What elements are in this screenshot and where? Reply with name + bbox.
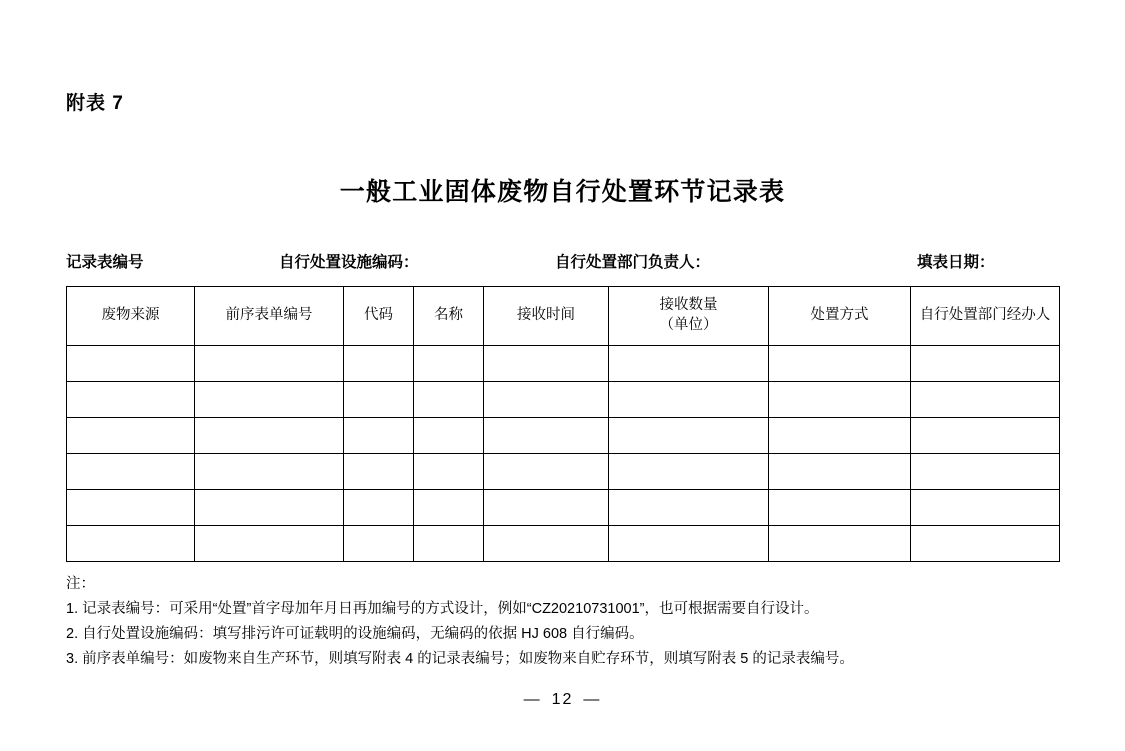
cell-disposal-method[interactable]: [769, 526, 911, 562]
cell-name[interactable]: [414, 526, 484, 562]
attachment-label: 附表 7: [66, 93, 124, 114]
note-item-2: 2. 自行处置设施编码：填写排污许可证载明的设施编码，无编码的依据 HJ 608 自行编码。: [66, 625, 644, 642]
cell-name[interactable]: [414, 454, 484, 490]
table-row[interactable]: [67, 382, 1060, 418]
cell-receive-quantity[interactable]: [609, 526, 769, 562]
meta-record-no: 记录表编号: [66, 254, 144, 271]
col-receive-quantity: [609, 287, 769, 346]
meta-facility-code: 自行处置设施编码：: [279, 254, 419, 271]
records-table: [66, 286, 1060, 562]
notes-heading: 注：: [66, 576, 95, 592]
cell-receive-time[interactable]: [484, 382, 609, 418]
cell-receive-quantity[interactable]: [609, 418, 769, 454]
meta-department-head: 自行处置部门负责人：: [555, 254, 711, 271]
cell-waste-source[interactable]: [67, 418, 195, 454]
cell-previous-form-no[interactable]: [195, 418, 344, 454]
cell-receive-time[interactable]: [484, 454, 609, 490]
cell-previous-form-no[interactable]: [195, 454, 344, 490]
cell-disposal-method[interactable]: [769, 454, 911, 490]
cell-code[interactable]: [344, 418, 414, 454]
col-code: 代码: [344, 287, 414, 346]
meta-fill-date: 填表日期：: [917, 254, 995, 271]
cell-handler[interactable]: [911, 490, 1060, 526]
table-header-row: [67, 287, 1060, 346]
page-number-dash-right: —: [583, 691, 602, 708]
cell-disposal-method[interactable]: [769, 382, 911, 418]
table-row[interactable]: [67, 418, 1060, 454]
cell-code[interactable]: [344, 382, 414, 418]
cell-code[interactable]: [344, 490, 414, 526]
col-name: 名称: [414, 287, 484, 346]
cell-handler[interactable]: [911, 382, 1060, 418]
cell-receive-quantity[interactable]: [609, 382, 769, 418]
cell-previous-form-no[interactable]: [195, 346, 344, 382]
cell-handler[interactable]: [911, 454, 1060, 490]
page-number: [0, 691, 1125, 709]
cell-previous-form-no[interactable]: [195, 490, 344, 526]
table-row[interactable]: [67, 454, 1060, 490]
cell-name[interactable]: [414, 346, 484, 382]
cell-waste-source[interactable]: [67, 382, 195, 418]
cell-receive-quantity[interactable]: [609, 490, 769, 526]
cell-code[interactable]: [344, 346, 414, 382]
cell-previous-form-no[interactable]: [195, 526, 344, 562]
cell-handler[interactable]: [911, 346, 1060, 382]
note-item-1: 1. 记录表编号：可采用“处置”首字母加年月日再加编号的方式设计，例如“CZ20210731001”，也可根据需要自行设计。: [66, 600, 819, 617]
col-disposal-method: 处置方式: [769, 287, 911, 346]
table-row[interactable]: [67, 490, 1060, 526]
col-receive-time: 接收时间: [484, 287, 609, 346]
notes-block: [66, 572, 1066, 672]
col-receive-quantity-line1: 接收数量: [659, 297, 718, 314]
page-title: 一般工业固体废物自行处置环节记录表: [339, 178, 786, 206]
col-waste-source: 废物来源: [67, 287, 195, 346]
page-number-dash-left: —: [523, 691, 542, 708]
cell-disposal-method[interactable]: [769, 418, 911, 454]
cell-waste-source[interactable]: [67, 526, 195, 562]
cell-disposal-method[interactable]: [769, 490, 911, 526]
table-row[interactable]: [67, 526, 1060, 562]
meta-row: [66, 250, 1059, 272]
cell-receive-time[interactable]: [484, 526, 609, 562]
cell-receive-quantity[interactable]: [609, 346, 769, 382]
cell-waste-source[interactable]: [67, 454, 195, 490]
cell-receive-quantity[interactable]: [609, 454, 769, 490]
note-item-3: 3. 前序表单编号：如废物来自生产环节，则填写附表 4 的记录表编号；如废物来自贮存环节，则填写附表 5 的记录表编号。: [66, 650, 854, 667]
table-body: [67, 346, 1060, 562]
col-previous-form-no: 前序表单编号: [195, 287, 344, 346]
cell-name[interactable]: [414, 418, 484, 454]
cell-receive-time[interactable]: [484, 418, 609, 454]
cell-receive-time[interactable]: [484, 346, 609, 382]
cell-name[interactable]: [414, 382, 484, 418]
cell-code[interactable]: [344, 526, 414, 562]
cell-handler[interactable]: [911, 418, 1060, 454]
cell-previous-form-no[interactable]: [195, 382, 344, 418]
cell-handler[interactable]: [911, 526, 1060, 562]
cell-name[interactable]: [414, 490, 484, 526]
cell-receive-time[interactable]: [484, 490, 609, 526]
col-receive-quantity-line2: （单位）: [659, 317, 718, 333]
page-number-value: 12: [551, 691, 574, 708]
cell-code[interactable]: [344, 454, 414, 490]
table-row[interactable]: [67, 346, 1060, 382]
col-handler: 自行处置部门经办人: [911, 287, 1060, 346]
cell-waste-source[interactable]: [67, 490, 195, 526]
cell-waste-source[interactable]: [67, 346, 195, 382]
cell-disposal-method[interactable]: [769, 346, 911, 382]
